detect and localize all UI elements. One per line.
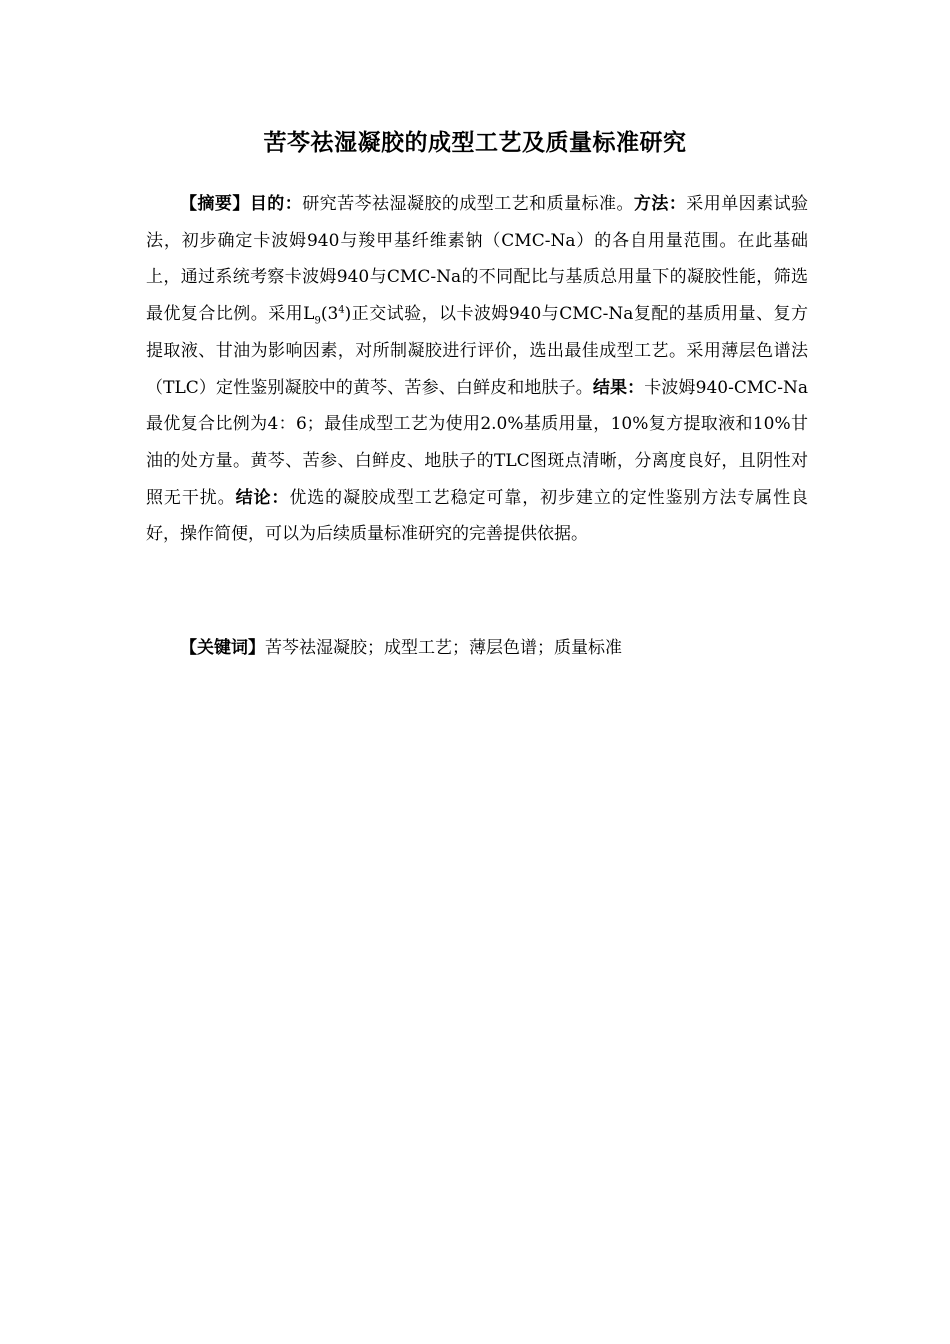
orthogonal-design-subscript: 9 [314,315,321,327]
abstract-heading: 【摘要】 [180,194,250,214]
result-text: 卡波姆940-CMC-Na最优复合比例为4：6；最佳成型工艺为使用2.0%基质用量，10%复方提取液和10%甘油的处方量。黄芩、苦参、白鲜皮、地肤子的TLC图斑点清晰，分离度良好，且阴性对照无干扰。 [146,377,809,508]
result-label: 结果： [592,377,645,398]
abstract-paragraph [146,186,808,553]
method-text-1: 采用单因素试验法，初步确定卡波姆940与羧甲基纤维素钠（CMC-Na）的各自用量范围。在此基础上，通过系统考察卡波姆940与CMC-Na的不同配比与基质总用量下的凝胶性能，筛选最优复合比例。采用 [146,194,809,325]
method-text-2: )正交试验，以卡波姆940与CMC-Na复配的基质用量、复方提取液、甘油为影响因素，对所制凝胶进行评价，选出最佳成型工艺。采用薄层色谱法（TLC）定性鉴别凝胶中的黄芩、苦参、白鲜皮和地肤子。 [146,304,808,398]
conclusion-label: 结论： [235,487,290,508]
paper-title: 苦芩祛湿凝胶的成型工艺及质量标准研究 [263,130,687,156]
conclusion-text: 优选的凝胶成型工艺稳定可靠，初步建立的定性鉴别方法专属性良好，操作简便，可以为后续质量标准研究的完善提供依据。 [146,487,809,545]
keywords-heading: 【关键词】 [180,638,265,658]
keywords-paragraph [146,630,808,666]
orthogonal-design-superscript: 4 [338,304,345,316]
purpose-label: 目的： [249,194,303,214]
keywords-text: 苦芩祛湿凝胶；成型工艺；薄层色谱；质量标准 [265,638,622,658]
orthogonal-design-paren: (3 [320,304,339,325]
orthogonal-design-symbol: L [303,304,315,325]
purpose-text: 研究苦芩祛湿凝胶的成型工艺和质量标准。 [302,194,634,214]
method-label: 方法： [633,194,687,214]
